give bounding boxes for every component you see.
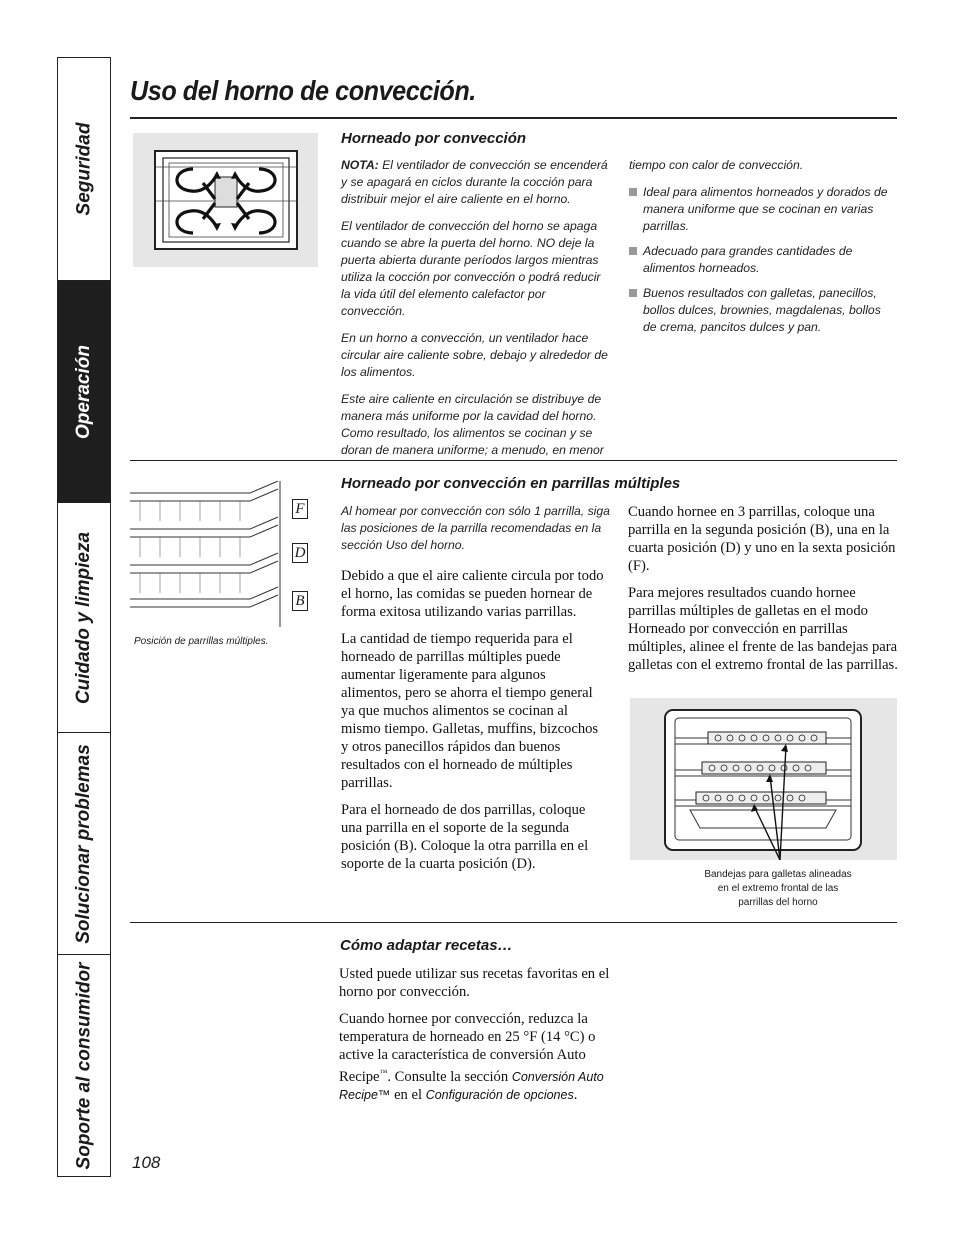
multi-rack-right-text	[628, 503, 898, 683]
tray-caption: Bandejas para galletas alineadas en el extremo frontal de las parrillas del horno	[704, 869, 852, 908]
list-item: Ideal para alimentos horneados y dorados de manera uniforme que se cocinan en varias parrillas.	[629, 184, 891, 235]
cookie-trays-figure	[630, 698, 897, 860]
paragraph: Este aire caliente en circulación se distribuye de manera más uniforme por la cavidad del horno. Como resultado, los alimentos se cocinan y se doran de manera uniforme; a menudo, en menor	[341, 392, 604, 457]
cookie-trays-illustration	[630, 698, 897, 860]
list-item: Adecuado para grandes cantidades de alimentos horneados.	[629, 243, 891, 277]
section-divider	[130, 460, 897, 461]
tab-cuidado-limpieza[interactable]: Cuidado y limpieza	[58, 503, 110, 733]
tab-solucionar-problemas[interactable]: Solucionar problemas	[58, 733, 110, 955]
paragraph: La cantidad de tiempo requerida para el horneado de parrillas múltiples puede aumentar ligeramente para algunos alimentos, pero se ahorra el tiempo general ya que muchos alimentos se cocinan al mismo tiempo. Galletas, muffins, bizcochos y otros panecillos rápidos dan buenos resultados con el horneado de múltiples parrillas.	[341, 631, 599, 791]
section-heading-convection-bake: Horneado por convección	[341, 130, 527, 147]
figure-caption: Posición de parrillas múltiples.	[134, 636, 269, 647]
adapt-recipes-text	[339, 965, 611, 1113]
rack-label-d: D	[292, 543, 308, 563]
section-tabs	[57, 57, 111, 1177]
note-paragraph: NOTA: El ventilador de convección se encenderá y se apagará en ciclos durante la cocción para distribuir mejor el aire caliente en el horno.	[341, 158, 608, 206]
rack-positions-figure	[130, 481, 316, 627]
paragraph: tiempo con calor de convección.	[629, 158, 804, 172]
multi-rack-intro: Al homear por convección con sólo 1 parrilla, siga las posiciones de la parrilla recomendadas en la sección Uso del horno.	[341, 504, 610, 552]
section-divider	[130, 922, 897, 923]
link-config-options: Configuración de opciones	[425, 1087, 574, 1102]
multi-rack-left-text	[341, 567, 609, 882]
tab-seguridad[interactable]: Seguridad	[58, 58, 110, 281]
paragraph: En un horno a convección, un ventilador hace circular aire caliente sobre, debajo y alrededor de los alimentos.	[341, 331, 608, 379]
page-number: 108	[132, 1153, 161, 1172]
rack-label-f: F	[292, 499, 308, 519]
tab-operacion[interactable]: Operación	[58, 281, 110, 503]
page-title: Uso del horno de convección.	[130, 75, 476, 106]
paragraph: Cuando hornee por convección, reduzca la temperatura de horneado en 25 °F (14 °C) o active la característica de conversión Auto Recipe™. Consulte la sección Conversión Auto Recipe™ en el Configuración de opciones.	[339, 1011, 604, 1103]
paragraph: Usted puede utilizar sus recetas favoritas en el horno por convección.	[339, 966, 610, 1000]
oven-airflow-illustration	[133, 133, 318, 267]
rack-positions-illustration	[130, 481, 316, 627]
rack-label-b: B	[292, 591, 308, 611]
convection-bake-text	[341, 157, 613, 469]
convection-fan-figure	[133, 133, 318, 267]
paragraph: El ventilador de convección del horno se apaga cuando se abre la puerta del horno. NO deje la puerta abierta durante períodos largos mientras utiliza la cocción por convección o podrá reducir la vida útil del elemento calefactor por convección.	[341, 219, 601, 318]
paragraph: Para el horneado de dos parrillas, coloque una parrilla en el soporte de la segunda posición (B). Coloque la otra parrilla en el soporte de la cuarta posición (D).	[341, 802, 589, 872]
section-heading-adapt-recipes: Cómo adaptar recetas…	[340, 937, 513, 954]
paragraph: Cuando hornee en 3 parrillas, coloque una parrilla en la segunda posición (B), una en la cuarta posición (D) y uno en la sexta posición (F).	[628, 504, 896, 574]
convection-bake-text-col2	[629, 157, 891, 344]
paragraph: Para mejores resultados cuando hornee parrillas múltiples de galletas en el modo Horneado por convección en parrillas múltiples, alinee el frente de las bandejas para galletas con el extremo frontal de las parrillas.	[628, 585, 898, 673]
note-label: NOTA:	[341, 158, 379, 172]
section-heading-multi-rack: Horneado por convección en parrillas múltiples	[341, 475, 681, 492]
tab-soporte-consumidor[interactable]: Soporte al consumidor	[73, 962, 95, 1169]
paragraph: Debido a que el aire caliente circula por todo el horno, las comidas se pueden hornear de forma exitosa utilizando varias parrillas.	[341, 568, 604, 620]
bullet-icon	[629, 247, 637, 255]
link-auto-recipe: Conversión Auto Recipe™	[339, 1069, 604, 1102]
title-rule	[130, 117, 897, 119]
bullet-icon	[629, 188, 637, 196]
list-item: Buenos resultados con galletas, panecillos, bollos dulces, brownies, magdalenas, bollos de crema, pancitos dulces y pan.	[629, 285, 891, 336]
bullet-icon	[629, 289, 637, 297]
